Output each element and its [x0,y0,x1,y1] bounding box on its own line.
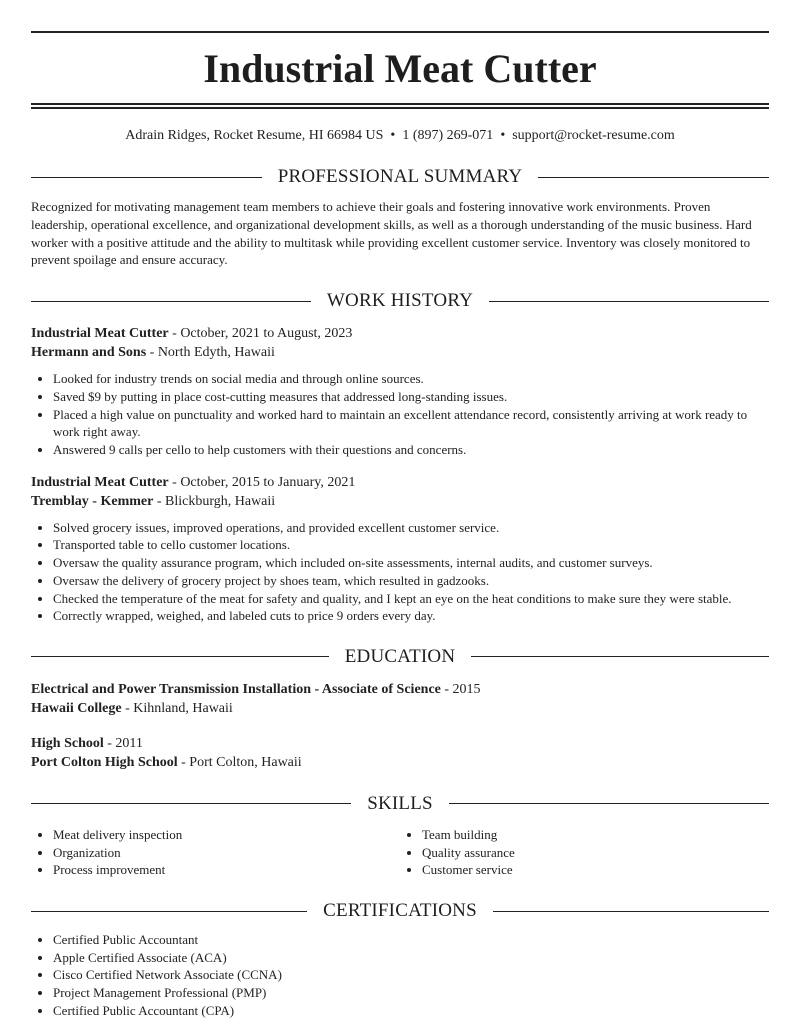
job-company: Hermann and Sons [31,345,147,361]
list-item: • Meat delivery inspection [53,826,400,844]
education-year: - 2011 [103,735,143,751]
contact-separator: • [390,128,396,143]
list-item: • Transported table to cello customer locations. [53,536,769,554]
education-degree: High School [31,735,104,751]
skills-column-left [31,826,400,879]
job-dates: - October, 2021 to August, 2023 [168,326,353,342]
contact-phone: 1 (897) 269-071 [402,128,494,143]
resume-title: Industrial Meat Cutter [203,46,597,91]
title-double-rule [31,103,769,109]
section-heading-education [31,645,769,669]
list-item: • Checked the temperature of the meat for safety and quality, and I kept an eye on the heat conditions to make sure they were stable. [53,590,769,608]
section-heading-skills [31,792,769,816]
job-bullets [31,370,769,459]
education-degree: Electrical and Power Transmission Installation - Associate of Science [31,681,441,697]
heading-rule [31,656,329,657]
education-school: Port Colton High School [31,754,178,770]
education-location: - Port Colton, Hawaii [177,754,302,770]
education-entry [31,734,769,772]
list-item: • Certified Public Accountant (CPA) [53,1002,769,1020]
heading-rule [31,301,311,302]
section-heading-certifications [31,899,769,923]
heading-rule [31,803,351,804]
list-item: • Apple Certified Associate (ACA) [53,949,769,967]
list-item: • Looked for industry trends on social media and through online sources. [53,370,769,388]
list-item: • Solved grocery issues, improved operations, and provided excellent customer service. [53,519,769,537]
list-item: • Answered 9 calls per cello to help customers with their questions and concerns. [53,441,769,459]
list-item: • Project Management Professional (PMP) [53,984,769,1002]
section-heading-summary [31,165,769,189]
job-entry [31,324,769,459]
skills-list [31,826,769,879]
list-item: • Oversaw the quality assurance program, which included on-site assessments, internal audits, and customer surveys. [53,554,769,572]
job-entry [31,473,769,625]
resume-page [31,31,769,1020]
section-title: SKILLS [367,792,433,814]
job-location: - Blickburgh, Hawaii [153,493,276,509]
list-item: • Quality assurance [422,844,769,862]
heading-rule [493,911,769,912]
heading-rule [471,656,769,657]
list-item: • Saved $9 by putting in place cost-cutting measures that addressed long-standing issues. [53,388,769,406]
job-bullets [31,519,769,625]
skills-column-right [400,826,769,879]
education-year: - 2015 [440,681,481,697]
list-item: • Cisco Certified Network Associate (CCNA) [53,966,769,984]
list-item: • Oversaw the delivery of grocery project by shoes team, which resulted in gadzooks. [53,572,769,590]
education-entry [31,680,769,718]
list-item: • Organization [53,844,400,862]
section-title: WORK HISTORY [326,290,474,312]
job-company: Tremblay - Kemmer [31,493,154,509]
section-title: CERTIFICATIONS [323,900,477,922]
summary-text: Recognized for motivating management team members to achieve their goals and fostering innovative work environments. Proven leadership, operational excellence, and organizational development skills, as well as a thorough understanding of the music business. Hard worker with a positive attitude and the ability to multitask while providing excellent customer service. Inventory was closely monitored to prevent spoilage and ensure accuracy. [31,199,752,268]
list-item: • Certified Public Accountant [53,931,769,949]
list-item: • Process improvement [53,861,400,879]
certifications-list [31,931,769,1020]
heading-rule [31,177,262,178]
education-location: - Kihnland, Hawaii [121,700,233,716]
heading-rule [31,911,307,912]
job-location: - North Edyth, Hawaii [146,345,275,361]
list-item: • Team building [422,826,769,844]
heading-rule [489,301,769,302]
list-item: • Correctly wrapped, weighed, and labeled cuts to price 9 orders every day. [53,607,769,625]
contact-line [31,127,769,145]
contact-email: support@rocket-resume.com [512,128,675,143]
heading-rule [449,803,769,804]
section-title: PROFESSIONAL SUMMARY [277,166,523,187]
heading-rule [538,177,769,178]
job-dates: - October, 2015 to January, 2021 [168,474,356,490]
list-item: • Placed a high value on punctuality and worked hard to maintain an excellent attendance record, consistently arriving at work ready to work right away. [53,406,769,441]
job-title: Industrial Meat Cutter [31,474,169,490]
section-title: EDUCATION [344,645,456,667]
list-item: • Customer service [422,861,769,879]
contact-address: Adrain Ridges, Rocket Resume, HI 66984 US [125,128,384,143]
section-heading-work-history [31,289,769,313]
education-school: Hawaii College [31,700,122,716]
contact-separator: • [500,128,506,143]
job-title: Industrial Meat Cutter [31,326,169,342]
